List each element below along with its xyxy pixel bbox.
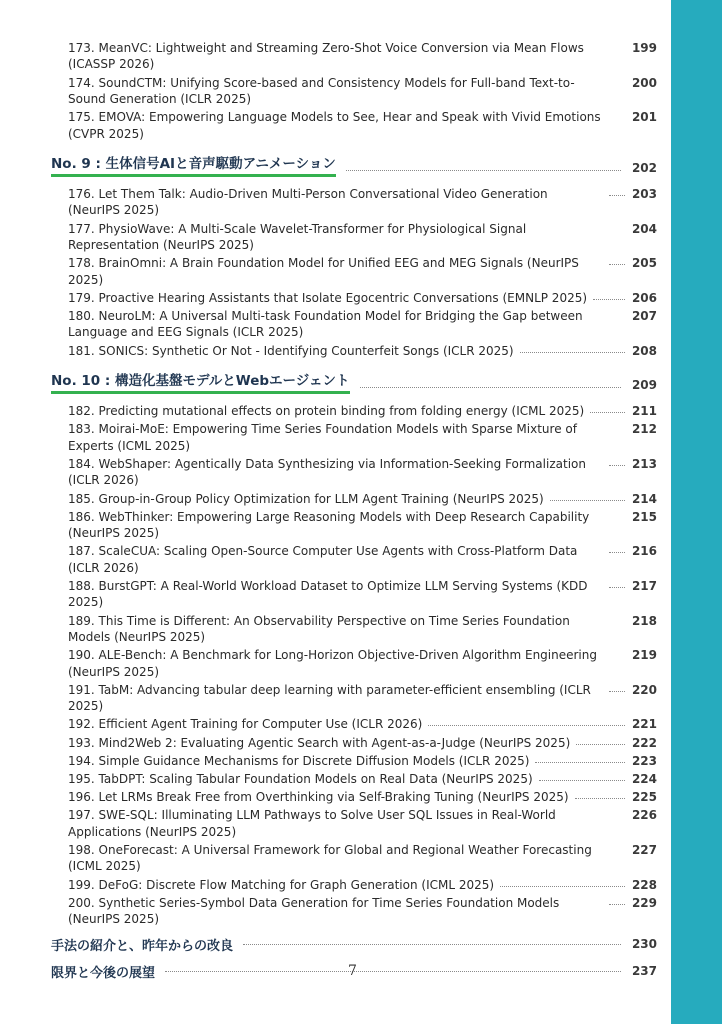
entry-title: 197. SWE-SQL: Illuminating LLM Pathways to Solve User SQL Issues in Real-World Applications (NeurIPS 2025) — [68, 808, 556, 839]
toc-entry[interactable] — [51, 842, 657, 875]
entry-page: 204 — [631, 221, 657, 236]
entry-title: 196. Let LRMs Break Free from Overthinking via Self-Braking Tuning (NeurIPS 2025) — [68, 790, 569, 805]
entry-title: 181. SONICS: Synthetic Or Not - Identifying Counterfeit Songs (ICLR 2025) — [68, 343, 514, 358]
side-accent-bar — [671, 0, 722, 1024]
entry-title: 180. NeuroLM: A Universal Multi-task Foundation Model for Bridging the Gap between Language and EEG Signals (ICLR 2025) — [68, 309, 583, 340]
toc-entry[interactable] — [51, 895, 657, 928]
entry-page: 227 — [631, 842, 657, 857]
leader-dots — [575, 798, 625, 799]
leader-dots — [360, 387, 621, 388]
section-page: 209 — [631, 378, 657, 393]
chapter-page: 237 — [631, 964, 657, 979]
toc-entry[interactable] — [51, 491, 657, 507]
toc-entry[interactable] — [51, 716, 657, 732]
entry-group-voice — [51, 40, 657, 142]
entry-group-structured — [51, 403, 657, 928]
section-page: 202 — [631, 161, 657, 176]
leader-dots — [520, 352, 625, 353]
toc-entry[interactable] — [51, 753, 657, 769]
toc-entry[interactable] — [51, 807, 657, 840]
entry-page: 223 — [631, 753, 657, 768]
table-of-contents — [51, 40, 657, 989]
entry-title: 177. PhysioWave: A Multi-Scale Wavelet-Transformer for Physiological Signal Representation (NeurIPS 2025) — [68, 221, 527, 253]
entry-title: 187. ScaleCUA: Scaling Open-Source Computer Use Agents with Cross-Platform Data (ICLR 2026) — [68, 544, 578, 575]
entry-title: 190. ALE-Bench: A Benchmark for Long-Horizon Objective-Driven Algorithm Engineering (NeurIPS 2025) — [68, 648, 597, 679]
entry-title: 200. Synthetic Series-Symbol Data Generation for Time Series Foundation Models (NeurIPS 2025) — [68, 895, 560, 927]
entry-group-biosignal — [51, 186, 657, 359]
chapter-title: 手法の紹介と、昨年からの改良 — [51, 938, 234, 954]
toc-entry[interactable] — [51, 40, 657, 73]
toc-entry[interactable] — [51, 789, 657, 805]
entry-page: 199 — [631, 41, 657, 55]
leader-dots — [609, 465, 625, 466]
chapter-methods[interactable] — [51, 935, 657, 954]
entry-page: 229 — [631, 895, 657, 910]
entry-title: 199. DeFoG: Discrete Flow Matching for Graph Generation (ICML 2025) — [68, 877, 495, 892]
entry-page: 224 — [631, 771, 657, 786]
entry-title: 174. SoundCTM: Unifying Score-based and Consistency Models for Full-band Text-to-Sound Generation (ICLR 2025) — [68, 75, 575, 107]
entry-page: 220 — [631, 682, 657, 697]
leader-dots — [593, 299, 625, 300]
entry-title: 185. Group-in-Group Policy Optimization for LLM Agent Training (NeurIPS 2025) — [68, 491, 544, 506]
entry-title: 189. This Time is Different: An Observability Perspective on Time Series Foundation Models (NeurIPS 2025) — [68, 613, 570, 644]
toc-entry[interactable] — [51, 421, 657, 454]
entry-page: 208 — [631, 343, 657, 358]
toc-entry[interactable] — [51, 186, 657, 219]
toc-entry[interactable] — [51, 735, 657, 751]
entry-page: 225 — [631, 790, 657, 805]
entry-title: 179. Proactive Hearing Assistants that Isolate Egocentric Conversations (EMNLP 2025) — [68, 290, 588, 305]
leader-dots — [500, 886, 625, 887]
toc-entry[interactable] — [51, 109, 657, 142]
section-heading-9[interactable] — [51, 152, 657, 177]
entry-title: 194. Simple Guidance Mechanisms for Discrete Diffusion Models (ICLR 2025) — [68, 753, 530, 768]
entry-page: 212 — [631, 422, 657, 437]
entry-title: 184. WebShaper: Agentically Data Synthesizing via Information-Seeking Formalization (ICLR 2026) — [68, 456, 586, 488]
toc-entry[interactable] — [51, 403, 657, 419]
entry-page: 215 — [631, 509, 657, 524]
toc-entry[interactable] — [51, 221, 657, 254]
entry-title: 198. OneForecast: A Universal Framework for Global and Regional Weather Forecasting (ICML 2025) — [68, 842, 592, 874]
entry-page: 214 — [631, 491, 657, 506]
page-number: 7 — [348, 963, 357, 979]
entry-title: 192. Efficient Agent Training for Computer Use (ICLR 2026) — [68, 717, 423, 732]
section-title: No. 9 : 生体信号AIと音声駆動アニメーション — [51, 152, 336, 177]
toc-entry[interactable] — [51, 343, 657, 359]
leader-dots — [609, 691, 625, 692]
entry-title: 182. Predicting mutational effects on protein binding from folding energy (ICML 2025) — [68, 404, 585, 419]
toc-entry[interactable] — [51, 456, 657, 489]
toc-entry[interactable] — [51, 771, 657, 787]
leader-dots — [550, 500, 625, 501]
entry-title: 186. WebThinker: Empowering Large Reasoning Models with Deep Research Capability (NeurIPS 2025) — [68, 509, 590, 541]
toc-entry[interactable] — [51, 75, 657, 108]
toc-entry[interactable] — [51, 543, 657, 576]
entry-title: 175. EMOVA: Empowering Language Models to See, Hear and Speak with Vivid Emotions (CVPR 2025) — [68, 110, 601, 141]
leader-dots — [428, 725, 625, 726]
leader-dots — [590, 412, 625, 413]
toc-entry[interactable] — [51, 682, 657, 715]
toc-entry[interactable] — [51, 509, 657, 542]
leader-dots — [346, 170, 621, 171]
leader-dots — [609, 264, 625, 265]
entry-page: 203 — [631, 187, 657, 202]
toc-entry[interactable] — [51, 578, 657, 611]
chapter-title: 限界と今後の展望 — [51, 965, 156, 981]
entry-page: 205 — [631, 256, 657, 271]
entry-page: 219 — [631, 648, 657, 663]
leader-dots — [243, 944, 621, 945]
entry-page: 207 — [631, 309, 657, 324]
entry-page: 213 — [631, 456, 657, 471]
leader-dots — [609, 552, 625, 553]
entry-title: 191. TabM: Advancing tabular deep learning with parameter-efficient ensembling (ICLR 2025) — [68, 682, 591, 714]
entry-page: 226 — [631, 808, 657, 823]
entry-title: 195. TabDPT: Scaling Tabular Foundation Models on Real Data (NeurIPS 2025) — [68, 771, 533, 786]
entry-page: 221 — [631, 717, 657, 732]
leader-dots — [609, 904, 625, 905]
entry-title: 176. Let Them Talk: Audio-Driven Multi-Person Conversational Video Generation (NeurIPS 2025) — [68, 187, 548, 218]
section-title: No. 10 : 構造化基盤モデルとWebエージェント — [51, 369, 350, 394]
toc-entry[interactable] — [51, 255, 657, 288]
entry-page: 218 — [631, 613, 657, 628]
entry-title: 193. Mind2Web 2: Evaluating Agentic Search with Agent-as-a-Judge (NeurIPS 2025) — [68, 735, 571, 750]
section-heading-10[interactable] — [51, 369, 657, 394]
toc-entry[interactable] — [51, 877, 657, 893]
entry-page: 216 — [631, 544, 657, 559]
entry-page: 211 — [631, 404, 657, 419]
entry-page: 222 — [631, 735, 657, 750]
leader-dots — [609, 587, 625, 588]
entry-page: 201 — [631, 110, 657, 125]
entry-title: 188. BurstGPT: A Real-World Workload Dataset to Optimize LLM Serving Systems (KDD 2025) — [68, 578, 588, 610]
toc-entry[interactable] — [51, 290, 657, 306]
entry-page: 217 — [631, 578, 657, 593]
entry-page: 206 — [631, 290, 657, 305]
entry-title: 173. MeanVC: Lightweight and Streaming Zero-Shot Voice Conversion via Mean Flows (ICASSP 2026) — [68, 41, 584, 72]
leader-dots — [609, 195, 625, 196]
toc-entry[interactable] — [51, 308, 657, 341]
chapter-page: 230 — [631, 937, 657, 952]
entry-title: 183. Moirai-MoE: Empowering Time Series Foundation Models with Sparse Mixture of Experts (ICML 2025) — [68, 422, 577, 453]
toc-entry[interactable] — [51, 613, 657, 646]
leader-dots — [539, 780, 625, 781]
entry-title: 178. BrainOmni: A Brain Foundation Model for Unified EEG and MEG Signals (NeurIPS 2025) — [68, 256, 579, 287]
entry-page: 200 — [631, 75, 657, 90]
leader-dots — [535, 762, 625, 763]
entry-page: 228 — [631, 877, 657, 892]
toc-entry[interactable] — [51, 647, 657, 680]
leader-dots — [576, 744, 625, 745]
